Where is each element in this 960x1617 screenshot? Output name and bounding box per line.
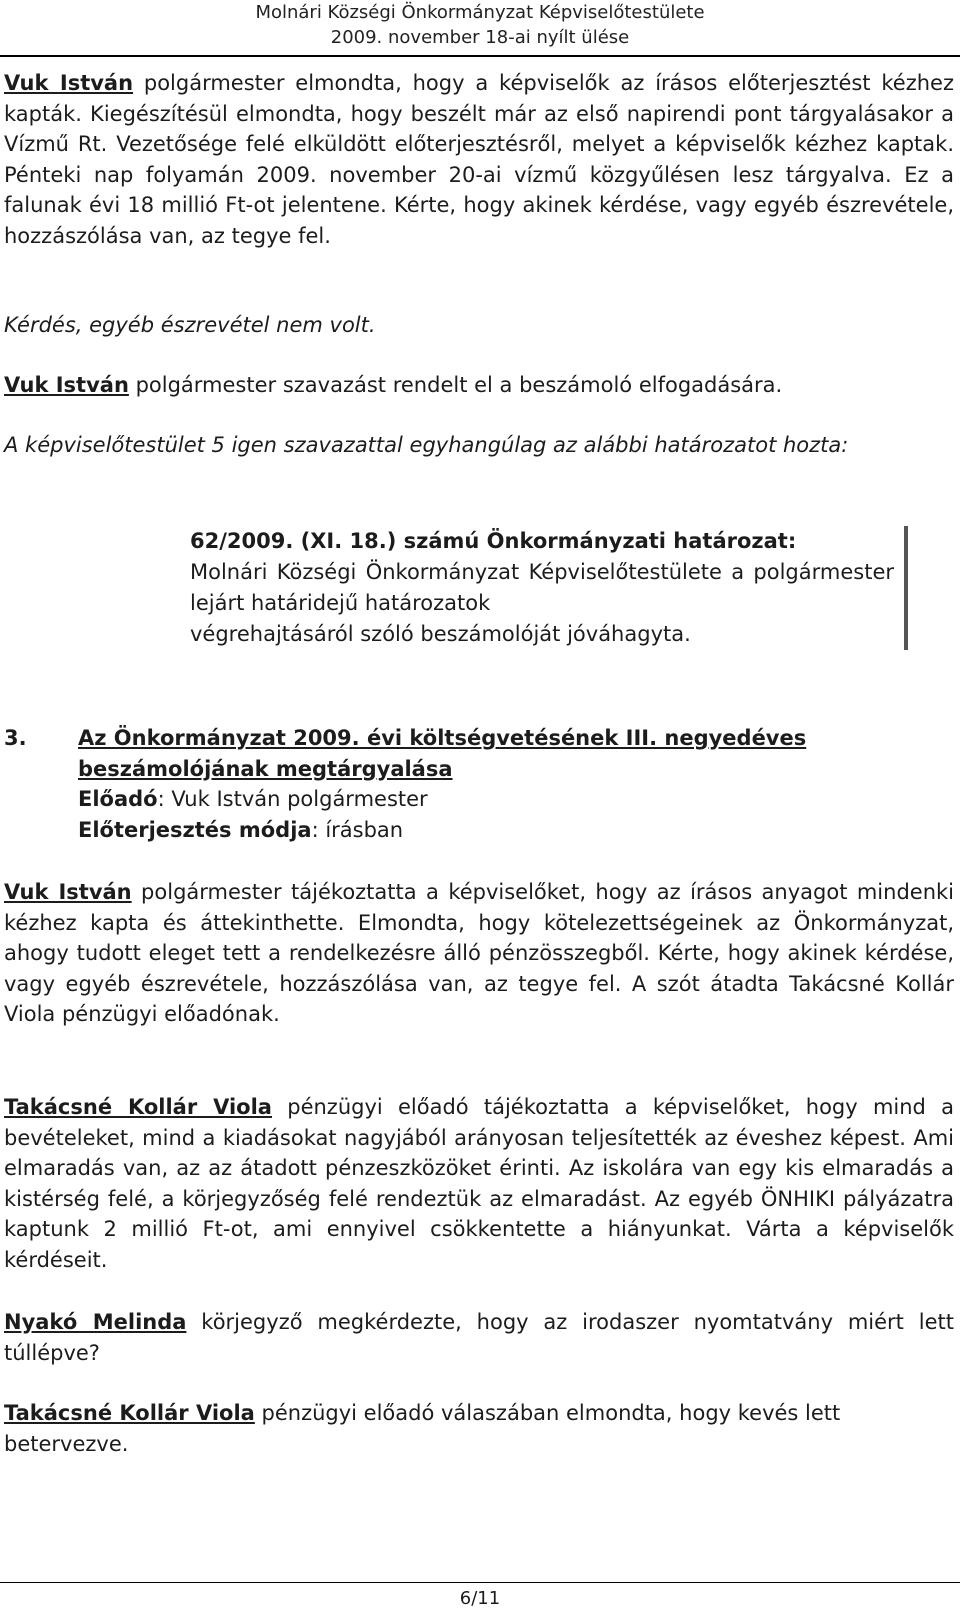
agenda-presenter: [78, 784, 954, 815]
header-divider: [0, 55, 960, 57]
paragraph-text: polgármester elmondta, hogy a képviselők az írásos előterjesztést kézhez kapták. Kiegészítésül elmondta, hogy beszélt már az első napirendi pont tárgyalásakor a Vízmű Rt. Vezetősége felé elküldött előterjesztésről, melyet a képviselők kézhez kaptak. Pénteki nap folyamán 2009. november 20-ai vízmű közgyűlésen lesz tárgyalva. Ez a falunak évi 18 millió Ft-ot jelentene. Kérte, hogy akinek kérdése, vagy egyéb észrevétele, hozzászólása van, az tegye fel.: [4, 71, 954, 248]
agenda-mode: [78, 815, 954, 846]
speaker-name: Nyakó Melinda: [4, 1310, 187, 1334]
header-session-date: 2009. november 18-ai nyílt ülése: [330, 27, 630, 48]
resolution-title: 62/2009. (XI. 18.) számú Önkormányzati határozat:: [190, 529, 797, 553]
page-header: [0, 0, 960, 57]
paragraph-mayor-intro: [4, 68, 954, 251]
agenda-title-cont: beszámolójának megtárgyalása: [78, 756, 453, 781]
speaker-name: Takácsné Kollár Viola: [4, 1095, 272, 1119]
footer-divider: [0, 1582, 960, 1583]
agenda-item: [4, 723, 954, 845]
agenda-title: Az Önkormányzat 2009. évi költségvetésének III. negyedéves: [78, 726, 807, 750]
agenda-number: 3.: [4, 726, 27, 750]
mode-value: : írásban: [311, 817, 404, 842]
paragraph-text: pénzügyi előadó tájékoztatta a képviselőket, hogy mind a bevételeket, mind a kiadásokat nagyjából arányosan teljesítették az éveshez képest. Ami elmaradás van, az az átadott pénzeszközöket érinti. Az iskolára van egy kis elmaradás a kistérség felé, a körjegyzőség felé rendeztük az elmaradást. Az egyéb ÖNHIKI pályázatra kaptunk 2 millió Ft-ot, ami ennyivel csökkentette a hiányunkat. Várta a képviselők kérdéseit.: [4, 1095, 954, 1272]
paragraph-notary-question: [4, 1307, 954, 1368]
resolution-body-end: végrehajtásáról szóló beszámolóját jóváhagyta.: [190, 622, 691, 646]
speaker-name: Vuk István: [4, 71, 134, 95]
speaker-name: Vuk István: [4, 373, 129, 397]
paragraph-text: polgármester szavazást rendelt el a beszámoló elfogadására.: [128, 373, 783, 397]
paragraph-mayor-budget: [4, 877, 954, 1030]
resolution-block: [190, 526, 908, 650]
presenter-value: : Vuk István polgármester: [157, 787, 428, 811]
resolution-body: Molnári Községi Önkormányzat Képviselőtestülete a polgármester lejárt határidejű határozatok: [190, 560, 894, 615]
mode-label: Előterjesztés módja: [78, 817, 312, 842]
speaker-name: Takácsné Kollár Viola: [4, 1401, 255, 1425]
paragraph-vote-called: [4, 370, 954, 401]
speaker-name: Vuk István: [4, 880, 132, 904]
paragraph-text: körjegyző megkérdezte, hogy az irodaszer nyomtatvány miért lett túllépve?: [4, 1310, 954, 1365]
paragraph-text: pénzügyi előadó válaszában elmondta, hogy kevés lett betervezve.: [4, 1401, 841, 1456]
paragraph-vote-result: A képviselőtestület 5 igen szavazattal egyhangúlag az alábbi határozatot hozta:: [4, 433, 849, 457]
paragraph-text: polgármester tájékoztatta a képviselőket, hogy az írásos anyagot mindenki kézhez kapta és áttekinthette. Elmondta, hogy kötelezettségeinek az Önkormányzat, ahogy tudott eleget tett a rendelkezésre álló pénzösszegből. Kérte, hogy akinek kérdése, vagy egyéb észrevétele, hozzászólása van, az tegye fel. A szót átadta Takácsné Kollár Viola pénzügyi előadónak.: [4, 880, 954, 1026]
header-council-name: Molnári Községi Önkormányzat Képviselőtestülete: [255, 2, 705, 23]
paragraph-no-questions: Kérdés, egyéb észrevétel nem volt.: [4, 313, 376, 337]
paragraph-finance-answer: [4, 1398, 954, 1459]
page-number: 6/11: [459, 1588, 501, 1609]
presenter-label: Előadó: [78, 787, 158, 811]
paragraph-finance-report: [4, 1092, 954, 1275]
